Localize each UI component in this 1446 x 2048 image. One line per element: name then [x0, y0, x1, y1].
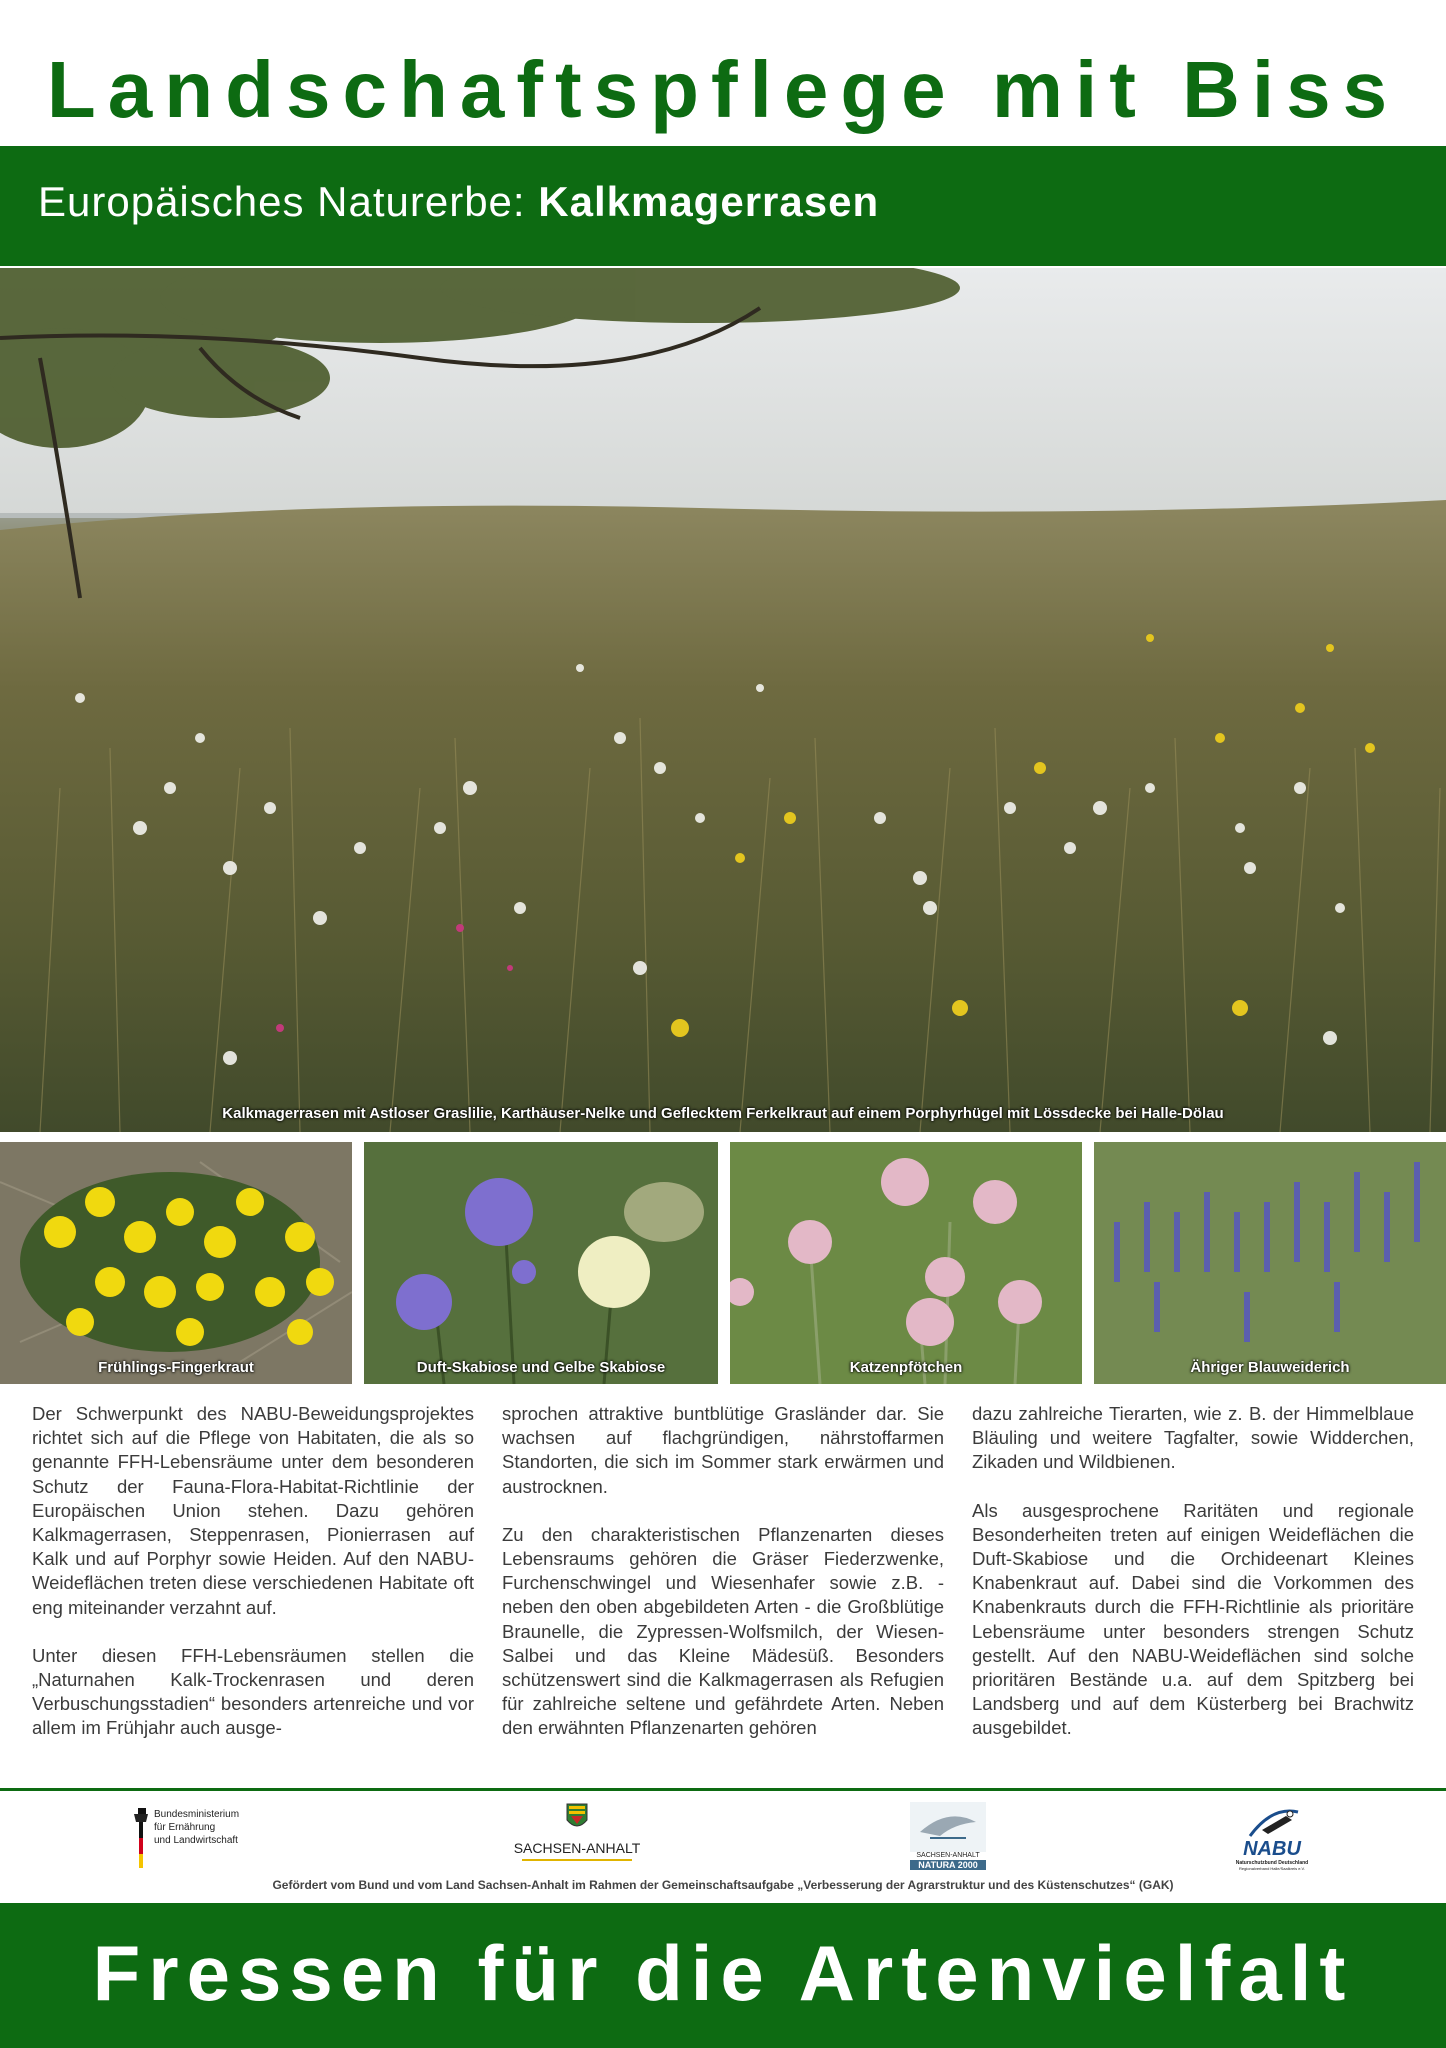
thumb-catsfoot	[730, 1142, 1082, 1384]
paragraph: Als ausgesprochene Raritäten und regionale Besonderheiten treten auf einigen Weideflächen die Duft-Skabiose und die Orchideenart Kleines Knabenkraut auf. Dabei sind die Vorkommen des Knabenkrauts durch die FFH-Richtlinie als prioritäre Lebensräume unter besonders strengen Schutz gestellt. Auf den NABU-Weideflächen sind solche prioritären Bestände u.a. auf dem Spitzberg bei Landsberg und auf dem Küsterberg bei Brachwitz ausgebildet.	[972, 1499, 1414, 1739]
hero-caption: Kalkmagerrasen mit Astloser Graslilie, Karthäuser-Nelke und Geflecktem Ferkelkraut auf einem Porphyrhügel mit Lössdecke bei Halle-Dölau	[222, 1105, 1224, 1122]
subtitle-banner	[0, 146, 1446, 266]
funding-note: Gefördert vom Bund und vom Land Sachsen-Anhalt im Rahmen der Gemeinschaftsaufgabe „Verbesserung der Agrarstruktur und des Küstenschutzes“ (GAK)	[272, 1878, 1174, 1892]
subtitle-prefix: Europäisches Naturerbe:	[38, 178, 539, 225]
thumb-speedwell	[1094, 1142, 1446, 1384]
sachsen-anhalt-underline	[522, 1859, 632, 1861]
natura2000-logo	[910, 1802, 986, 1880]
text-column-3	[972, 1402, 1414, 1741]
stork-icon	[1242, 1802, 1302, 1842]
nabu-label: NABU	[1243, 1838, 1301, 1860]
coat-of-arms-icon	[565, 1802, 589, 1832]
sponsor-logos	[0, 1798, 1446, 1878]
species-photo-row	[0, 1142, 1446, 1384]
footer-banner	[0, 1903, 1446, 2048]
thumb-scabious	[364, 1142, 718, 1384]
federal-eagle-icon	[132, 1808, 150, 1868]
natura-line: NATURA 2000	[910, 1860, 986, 1870]
subtitle	[38, 178, 879, 226]
natura-line: SACHSEN-ANHALT	[916, 1852, 980, 1859]
thumb-caption: Ähriger Blauweiderich	[1190, 1359, 1350, 1376]
thumb-cinquefoil	[0, 1142, 352, 1384]
poster-title: Landschaftspflege mit Biss	[46, 45, 1400, 134]
natura2000-icon	[910, 1802, 986, 1852]
bmel-line: Bundesministerium	[154, 1809, 240, 1820]
divider	[0, 1788, 1446, 1791]
catsfoot-illustration	[730, 1142, 1082, 1384]
paragraph: Unter diesen FFH-Lebensräumen stellen die „Naturnahen Kalk-Trockenrasen und deren Verbuschungsstadien“ besonders artenreiche und vor allem im Frühjahr auch ausge-	[32, 1644, 474, 1739]
paragraph: Zu den charakteristischen Pflanzenarten dieses Lebensraums gehören die Gräser Fiederzwenke, Furchenschwingel und Wiesenhafer sowie z.B. - neben den oben abgebildeten Arten - die Großblütige Braunelle, die Zypressen-Wolfsmilch, der Wiesen-Salbei und das Kleine Mädesüß. Besonders schützenswert sind die Kalkmagerrasen als Refugien für zahlreiche seltene und gefährdete Arten. Neben den erwähnten Pflanzenarten gehören	[502, 1523, 944, 1739]
scabious-illustration	[364, 1142, 718, 1384]
nabu-logo	[1224, 1802, 1320, 1880]
nabu-sub: Naturschutzbund Deutschland	[1235, 1860, 1309, 1866]
sachsen-anhalt-logo	[512, 1802, 642, 1880]
bmel-logo	[132, 1808, 282, 1886]
nabu-sub: Regionalverband Halle/Saalkreis e.V.	[1239, 1866, 1305, 1871]
hero-photo	[0, 268, 1446, 1132]
bmel-line: und Landwirtschaft	[154, 1835, 238, 1846]
paragraph: Der Schwerpunkt des NABU-Beweidungsprojektes richtet sich auf die Pflege von Habitaten, die als so genannte FFH-Lebensräume unter dem besonderen Schutz der Fauna-Flora-Habitat-Richtlinie der Europäischen Union stehen. Dazu gehören Kalkmagerrasen, Steppenrasen, Pionierrasen auf Kalk und auf Porphyr sowie Heiden. Auf den NABU-Weideflächen treten diese verschiedenen Habitate oft eng miteinander verzahnt auf.	[32, 1403, 474, 1618]
paragraph: dazu zahlreiche Tierarten, wie z. B. der Himmelblaue Bläuling und weitere Tagfalter, sowie Widderchen, Zikaden und Wildbienen.	[972, 1403, 1414, 1473]
text-column-1	[32, 1402, 474, 1741]
cinquefoil-illustration	[0, 1142, 352, 1384]
body-text	[32, 1402, 1414, 1782]
subtitle-habitat: Kalkmagerrasen	[538, 178, 880, 225]
meadow-photo-illustration	[0, 268, 1446, 1132]
bmel-line: für Ernährung	[154, 1822, 216, 1833]
text-column-2	[502, 1402, 944, 1741]
thumb-caption: Frühlings-Fingerkraut	[98, 1359, 254, 1376]
paragraph: sprochen attraktive buntblütige Grasländer dar. Sie wachsen auf flachgründigen, nährstoffarmen Standorten, die sich im Sommer stark erwärmen und austrocknen.	[502, 1403, 944, 1497]
thumb-caption: Duft-Skabiose und Gelbe Skabiose	[416, 1359, 666, 1376]
footer-slogan: Fressen für die Artenvielfalt	[92, 1929, 1354, 2017]
sachsen-anhalt-label: SACHSEN-ANHALT	[513, 1840, 641, 1856]
speedwell-illustration	[1094, 1142, 1446, 1384]
thumb-caption: Katzenpfötchen	[849, 1359, 963, 1376]
